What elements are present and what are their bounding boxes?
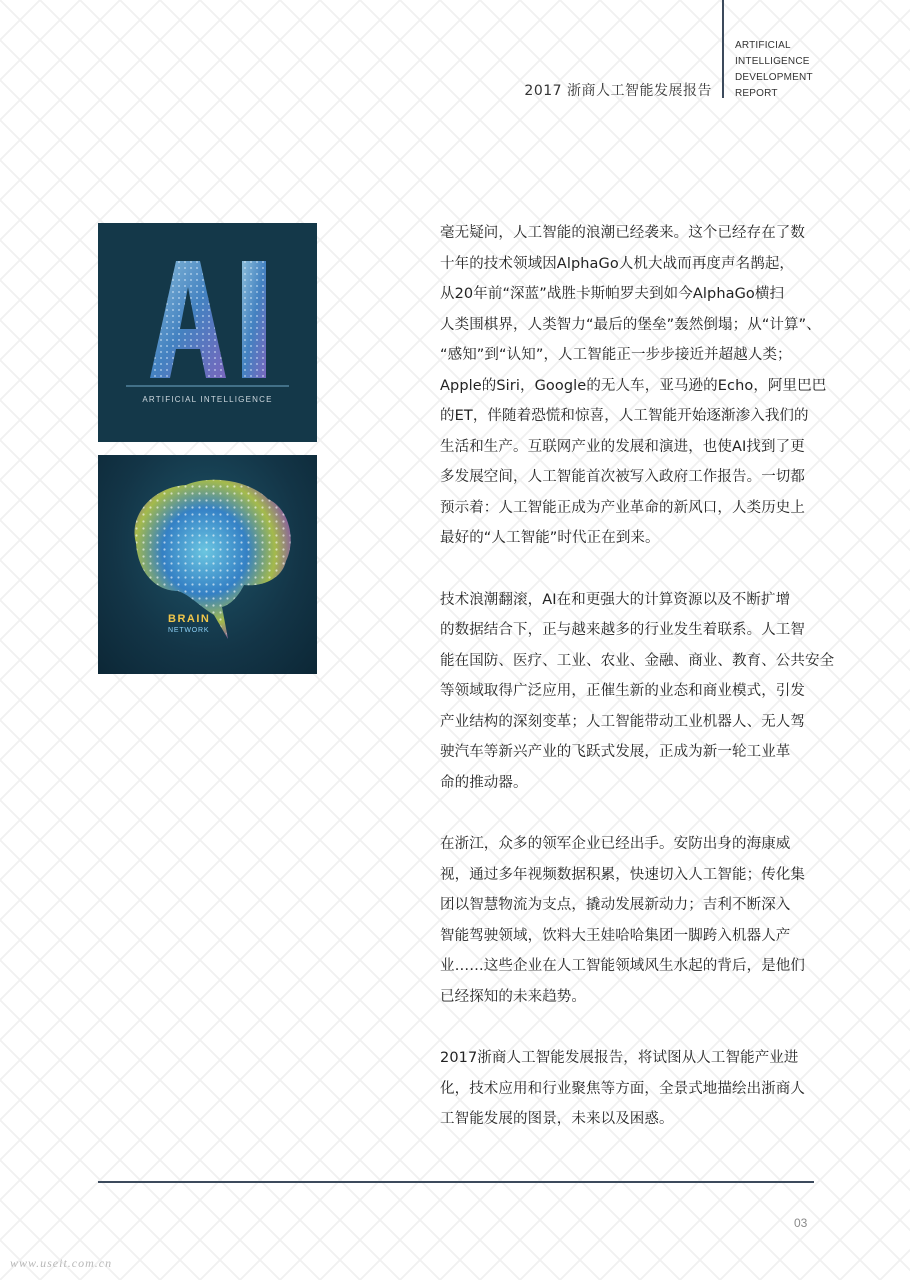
text-line: 等领域取得广泛应用，正催生新的业态和商业模式，引发 (440, 683, 805, 699)
brain-caption-title: BRAIN (168, 613, 211, 625)
text-line: 已经探知的未来趋势。 (440, 988, 586, 1005)
watermark: www.useit.com.cn (10, 1256, 113, 1270)
text-line: 技术浪潮翻滚，AI在和更强大的计算资源以及不断扩增 (440, 591, 791, 608)
paragraph-1 (440, 218, 827, 554)
text-line: “感知”到“认知”，人工智能正一步步接近并超越人类； (440, 347, 792, 363)
text-line: 能在国防、医疗、工业、农业、金融、商业、教育、公共安全 (440, 652, 835, 669)
text-line: 毫无疑问，人工智能的浪潮已经袭来。这个已经存在了数 (440, 225, 805, 241)
text-line: 化，技术应用和行业聚焦等方面，全景式地描绘出浙商人 (440, 1080, 805, 1097)
brain-network-graphic (98, 455, 317, 674)
text-line: 2017浙商人工智能发展报告，将试图从人工智能产业进 (440, 1050, 799, 1066)
report-title: 2017 浙商人工智能发展报告 (524, 83, 712, 99)
ai-letter-i (242, 261, 266, 378)
text-line: Apple的Siri，Google的无人车，亚马逊的Echo，阿里巴巴 (440, 377, 827, 394)
text-line: 从20年前“深蓝”战胜卡斯帕罗夫到如今AlphaGo横扫 (440, 286, 785, 302)
text-line: 生活和生产。互联网产业的发展和演进，也使AI找到了更 (440, 438, 805, 455)
text-line: 驶汽车等新兴产业的飞跃式发展，正成为新一轮工业革 (440, 744, 791, 760)
ai-letter-a (150, 261, 226, 378)
report-title-english-line: REPORT (735, 88, 778, 99)
text-line: 预示着：人工智能正成为产业革命的新风口，人类历史上 (440, 499, 805, 516)
paragraph-3 (440, 829, 814, 1012)
report-title-english-line: INTELLIGENCE (735, 56, 810, 67)
brain-nodes (134, 480, 290, 639)
text-line: 在浙江，众多的领军企业已经出手。安防出身的海康威 (440, 836, 791, 852)
text-line: 人类围棋界，人类智力“最后的堡垒”轰然倒塌；从“计算”、 (440, 316, 821, 333)
footer-divider (98, 1181, 814, 1183)
text-line: 的ET，伴随着恐慌和惊喜，人工智能开始逐渐渗入我们的 (440, 408, 809, 424)
header-divider (722, 0, 724, 98)
report-title-english-line: ARTIFICIAL (735, 40, 791, 51)
text-line: 十年的技术领域因AlphaGo人机大战而再度声名鹊起， (440, 255, 795, 272)
text-line: 智能驾驶领域，饮料大王娃哈哈集团一脚跨入机器人产 (440, 927, 791, 944)
text-line: 最好的“人工智能”时代正在到来。 (440, 530, 660, 546)
text-line: 的数据结合下，正与越来越多的行业发生着联系。人工智 (440, 622, 805, 638)
report-title-english (735, 38, 895, 102)
ai-caption: ARTIFICIAL INTELLIGENCE (142, 395, 273, 404)
body-text (440, 218, 835, 1166)
paragraph-2 (440, 585, 835, 799)
text-line: 多发展空间，人工智能首次被写入政府工作报告。一切都 (440, 469, 805, 485)
report-title-english-line: DEVELOPMENT (735, 72, 813, 83)
text-line: 产业结构的深刻变革；人工智能带动工业机器人、无人驾 (440, 713, 805, 730)
ai-network-graphic (98, 223, 317, 442)
text-line: 命的推动器。 (440, 774, 528, 791)
text-line: 业……这些企业在人工智能领域风生水起的背后，是他们 (440, 958, 805, 974)
ai-illustration (98, 223, 317, 442)
text-line: 工智能发展的图景，未来以及困惑。 (440, 1111, 674, 1127)
text-line: 视，通过多年视频数据积累，快速切入人工智能；传化集 (440, 866, 805, 883)
brain-illustration (98, 455, 317, 674)
paragraph-4 (440, 1043, 814, 1135)
page-number: 03 (794, 1216, 808, 1230)
brain-caption-subtitle: NETWORK (168, 627, 210, 634)
text-line: 团以智慧物流为支点，撬动发展新动力；吉利不断深入 (440, 897, 791, 913)
